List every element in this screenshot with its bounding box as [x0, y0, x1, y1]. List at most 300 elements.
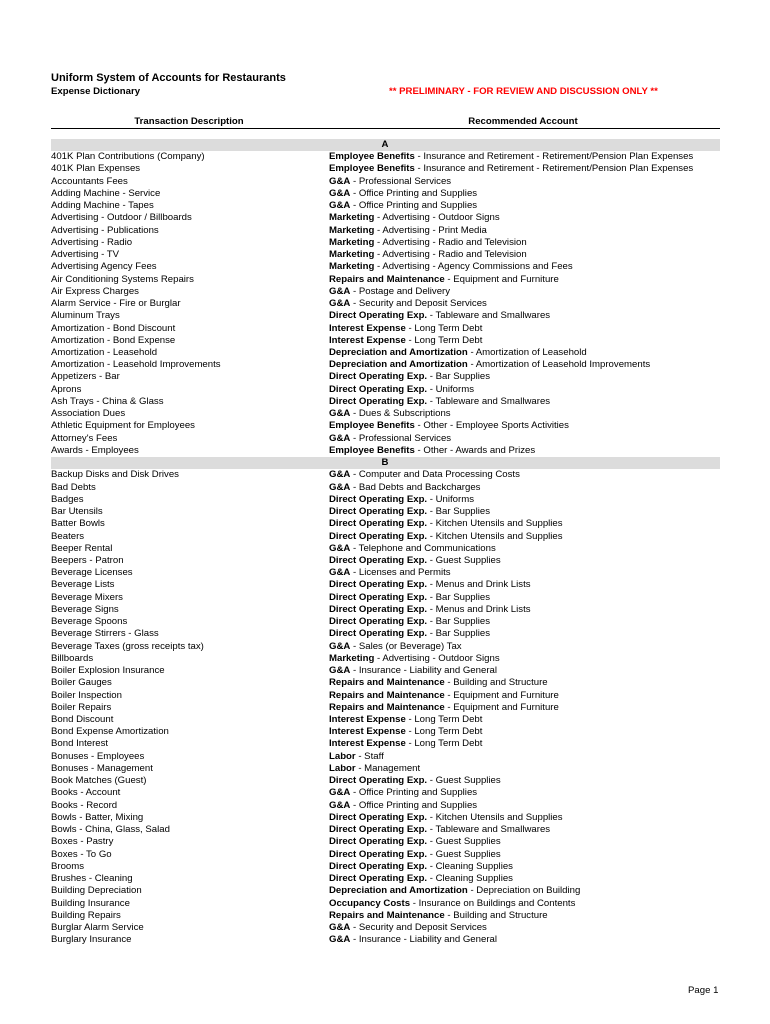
table-row [51, 849, 720, 861]
section-letter: A [381, 139, 389, 150]
recommended-account [329, 433, 720, 445]
recommended-account [329, 824, 720, 836]
table-row [51, 751, 720, 763]
recommended-account [329, 849, 720, 861]
table-row [51, 910, 720, 922]
account-category: G&A [329, 934, 351, 946]
account-subcategory: - Other - Awards and Prizes [414, 444, 536, 456]
transaction-description: Boxes - Pastry [51, 836, 114, 848]
recommended-account [329, 592, 720, 604]
account-category: Depreciation and Amortization [329, 885, 468, 897]
account-category: Direct Operating Exp. [329, 591, 428, 603]
table-row [51, 249, 720, 261]
account-subcategory: - Uniforms [427, 383, 474, 395]
recommended-account [329, 898, 720, 910]
table-row [51, 433, 720, 445]
table-row [51, 310, 720, 322]
recommended-account [329, 726, 720, 738]
document-subtitle: Expense Dictionary [51, 86, 141, 97]
account-subcategory: - Advertising - Print Media [374, 224, 487, 236]
account-subcategory: - Equipment and Furniture [444, 689, 559, 701]
table-row [51, 726, 720, 738]
recommended-account [329, 861, 720, 873]
transaction-description: Air Conditioning Systems Repairs [51, 273, 194, 285]
transaction-description: Billboards [51, 652, 94, 664]
recommended-account [329, 714, 720, 726]
account-category: Employee Benefits [329, 163, 415, 175]
table-row [51, 347, 720, 359]
account-category: Employee Benefits [329, 151, 415, 163]
account-subcategory: - Guest Supplies [427, 554, 501, 566]
recommended-account [329, 934, 720, 946]
table-row [51, 690, 720, 702]
recommended-account [329, 531, 720, 543]
table-row [51, 543, 720, 555]
account-category: Depreciation and Amortization [329, 359, 468, 371]
table-row [51, 200, 720, 212]
transaction-description: Advertising - Radio [51, 236, 133, 248]
account-subcategory: - Amortization of Leasehold [467, 346, 587, 358]
table-row [51, 237, 720, 249]
document-title: Uniform System of Accounts for Restaurants [51, 72, 286, 84]
account-category: G&A [329, 175, 351, 187]
transaction-description: Adding Machine - Service [51, 187, 161, 199]
table-row [51, 408, 720, 420]
account-subcategory: - Professional Services [350, 175, 452, 187]
account-subcategory: - Uniforms [427, 493, 474, 505]
transaction-description: Attorney's Fees [51, 432, 118, 444]
recommended-account [329, 751, 720, 763]
recommended-account [329, 176, 720, 188]
transaction-description: Alarm Service - Fire or Burglar [51, 298, 181, 310]
header-divider [51, 128, 720, 129]
table-row [51, 359, 720, 371]
recommended-account [329, 298, 720, 310]
transaction-description: Beverage Stirrers - Glass [51, 628, 159, 640]
transaction-description: Backup Disks and Disk Drives [51, 469, 179, 481]
table-row [51, 567, 720, 579]
expense-dictionary-table [51, 139, 720, 946]
account-subcategory: - Equipment and Furniture [444, 273, 559, 285]
account-category: G&A [329, 665, 351, 677]
recommended-account [329, 335, 720, 347]
transaction-description: Beverage Mixers [51, 591, 123, 603]
recommended-account [329, 641, 720, 653]
table-row [51, 469, 720, 481]
account-subcategory: - Tableware and Smallwares [427, 310, 551, 322]
table-row [51, 445, 720, 457]
account-category: Direct Operating Exp. [329, 554, 428, 566]
account-subcategory: - Computer and Data Processing Costs [350, 469, 520, 481]
account-category: G&A [329, 567, 351, 579]
recommended-account [329, 738, 720, 750]
table-row [51, 531, 720, 543]
transaction-description: Beverage Spoons [51, 616, 128, 628]
recommended-account [329, 482, 720, 494]
account-category: Direct Operating Exp. [329, 775, 428, 787]
account-subcategory: - Dues & Subscriptions [350, 408, 451, 420]
table-row [51, 714, 720, 726]
recommended-account [329, 616, 720, 628]
recommended-account [329, 812, 720, 824]
recommended-account [329, 237, 720, 249]
transaction-description: Beeper Rental [51, 542, 113, 554]
account-subcategory: - Long Term Debt [405, 322, 483, 334]
account-subcategory: - Insurance - Liability and General [350, 665, 497, 677]
account-category: Marketing [329, 261, 375, 273]
account-subcategory: - Kitchen Utensils and Supplies [427, 530, 563, 542]
page-number: Page 1 [688, 985, 719, 996]
recommended-account [329, 200, 720, 212]
account-subcategory: - Advertising - Outdoor Signs [374, 652, 500, 664]
recommended-account [329, 702, 720, 714]
table-row [51, 482, 720, 494]
table-row [51, 396, 720, 408]
account-category: Marketing [329, 236, 375, 248]
account-subcategory: - Building and Structure [444, 677, 548, 689]
account-subcategory: - Management [355, 762, 421, 774]
account-category: Direct Operating Exp. [329, 628, 428, 640]
account-subcategory: - Licenses and Permits [350, 567, 451, 579]
table-row [51, 384, 720, 396]
account-subcategory: - Office Printing and Supplies [350, 799, 478, 811]
recommended-account [329, 249, 720, 261]
recommended-account [329, 261, 720, 273]
transaction-description: Burglary Insurance [51, 934, 132, 946]
account-subcategory: - Bar Supplies [427, 616, 491, 628]
account-category: Direct Operating Exp. [329, 395, 428, 407]
account-subcategory: - Security and Deposit Services [350, 922, 487, 933]
transaction-description: Ash Trays - China & Glass [51, 395, 164, 407]
table-row [51, 555, 720, 567]
table-row [51, 151, 720, 163]
table-row [51, 286, 720, 298]
transaction-description: Bond Interest [51, 738, 109, 750]
account-category: G&A [329, 787, 351, 799]
account-category: Repairs and Maintenance [329, 909, 445, 921]
section-letter-band [51, 139, 720, 151]
account-category: Marketing [329, 212, 375, 224]
recommended-account [329, 445, 720, 457]
account-subcategory: - Building and Structure [444, 909, 548, 921]
table-row [51, 163, 720, 175]
recommended-account [329, 665, 720, 677]
recommended-account [329, 274, 720, 286]
transaction-description: Advertising - Publications [51, 224, 159, 236]
recommended-account [329, 347, 720, 359]
table-row [51, 861, 720, 873]
transaction-description: Aprons [51, 383, 82, 395]
table-row [51, 261, 720, 273]
section-letter: B [381, 457, 389, 469]
transaction-description: Amortization - Leasehold [51, 346, 158, 358]
transaction-description: Bond Discount [51, 714, 114, 726]
account-subcategory: - Long Term Debt [405, 726, 483, 738]
table-row [51, 628, 720, 640]
transaction-description: Boiler Inspection [51, 689, 122, 701]
transaction-description: Beverage Signs [51, 603, 119, 615]
recommended-account [329, 420, 720, 432]
recommended-account [329, 163, 720, 175]
transaction-description: Advertising - Outdoor / Billboards [51, 212, 192, 224]
account-category: Occupancy Costs [329, 897, 411, 909]
account-subcategory: - Insurance and Retirement - Retirement/Pension Plan Expenses [414, 151, 694, 163]
transaction-description: Badges [51, 493, 84, 505]
account-category: G&A [329, 298, 351, 310]
table-row [51, 641, 720, 653]
column-header-description: Transaction Description [134, 116, 244, 127]
transaction-description: Bar Utensils [51, 506, 103, 518]
transaction-description: Beverage Licenses [51, 567, 133, 579]
account-subcategory: - Advertising - Agency Commissions and Fees [374, 261, 573, 273]
account-subcategory: - Advertising - Radio and Television [374, 236, 527, 248]
account-category: G&A [329, 187, 351, 199]
table-row [51, 702, 720, 714]
transaction-description: Boiler Gauges [51, 677, 112, 689]
recommended-account [329, 910, 720, 922]
recommended-account [329, 800, 720, 812]
transaction-description: Amortization - Leasehold Improvements [51, 359, 221, 371]
transaction-description: Books - Account [51, 787, 121, 799]
transaction-description: Beverage Taxes (gross receipts tax) [51, 640, 204, 652]
recommended-account [329, 188, 720, 200]
account-category: Interest Expense [329, 714, 406, 726]
recommended-account [329, 555, 720, 567]
account-subcategory: - Postage and Delivery [350, 285, 451, 297]
account-category: Marketing [329, 652, 375, 664]
account-category: G&A [329, 799, 351, 811]
account-category: Direct Operating Exp. [329, 836, 428, 848]
account-category: Interest Expense [329, 334, 406, 346]
account-category: Marketing [329, 224, 375, 236]
account-subcategory: - Staff [355, 750, 384, 762]
account-subcategory: - Sales (or Beverage) Tax [350, 640, 462, 652]
account-category: Direct Operating Exp. [329, 310, 428, 322]
table-row [51, 677, 720, 689]
account-subcategory: - Bad Debts and Backcharges [350, 481, 481, 493]
account-category: Direct Operating Exp. [329, 603, 428, 615]
table-row [51, 274, 720, 286]
recommended-account [329, 787, 720, 799]
recommended-account [329, 775, 720, 787]
account-category: Interest Expense [329, 726, 406, 738]
table-row [51, 763, 720, 775]
account-subcategory: - Long Term Debt [405, 738, 483, 750]
account-category: Direct Operating Exp. [329, 824, 428, 836]
recommended-account [329, 396, 720, 408]
transaction-description: Bond Expense Amortization [51, 726, 169, 738]
transaction-description: Building Repairs [51, 909, 121, 921]
recommended-account [329, 543, 720, 555]
table-row [51, 176, 720, 188]
transaction-description: Beepers - Patron [51, 554, 124, 566]
account-category: Direct Operating Exp. [329, 616, 428, 628]
recommended-account [329, 310, 720, 322]
transaction-description: Aluminum Trays [51, 310, 120, 322]
account-subcategory: - Security and Deposit Services [350, 298, 487, 310]
transaction-description: Advertising Agency Fees [51, 261, 157, 273]
account-subcategory: - Bar Supplies [427, 371, 491, 383]
account-subcategory: - Bar Supplies [427, 628, 491, 640]
recommended-account [329, 628, 720, 640]
transaction-description: Books - Record [51, 799, 118, 811]
table-row [51, 934, 720, 946]
transaction-description: Boiler Explosion Insurance [51, 665, 165, 677]
account-category: Labor [329, 762, 356, 774]
recommended-account [329, 359, 720, 371]
table-row [51, 800, 720, 812]
table-row [51, 616, 720, 628]
table-row [51, 665, 720, 677]
table-row [51, 518, 720, 530]
account-category: G&A [329, 432, 351, 444]
account-category: G&A [329, 285, 351, 297]
account-subcategory: - Insurance - Liability and General [350, 934, 497, 946]
account-subcategory: - Bar Supplies [427, 591, 491, 603]
account-subcategory: - Cleaning Supplies [427, 873, 513, 885]
table-row [51, 873, 720, 885]
account-category: Repairs and Maintenance [329, 701, 445, 713]
table-row [51, 738, 720, 750]
recommended-account [329, 494, 720, 506]
account-category: Direct Operating Exp. [329, 860, 428, 872]
account-category: G&A [329, 922, 351, 933]
transaction-description: Brooms [51, 860, 85, 872]
recommended-account [329, 885, 720, 897]
transaction-description: Bowls - China, Glass, Salad [51, 824, 170, 836]
transaction-description: Amortization - Bond Expense [51, 334, 176, 346]
recommended-account [329, 690, 720, 702]
account-subcategory: - Insurance and Retirement - Retirement/Pension Plan Expenses [414, 163, 694, 175]
recommended-account [329, 469, 720, 481]
table-row [51, 885, 720, 897]
recommended-account [329, 212, 720, 224]
table-row [51, 212, 720, 224]
transaction-description: Building Depreciation [51, 885, 142, 897]
table-row [51, 188, 720, 200]
recommended-account [329, 225, 720, 237]
account-category: G&A [329, 408, 351, 420]
account-category: Direct Operating Exp. [329, 518, 428, 530]
recommended-account [329, 579, 720, 591]
account-category: Employee Benefits [329, 444, 415, 456]
table-row [51, 335, 720, 347]
transaction-description: Batter Bowls [51, 518, 105, 530]
account-category: Marketing [329, 249, 375, 261]
recommended-account [329, 323, 720, 335]
transaction-description: Boxes - To Go [51, 848, 112, 860]
account-subcategory: - Tableware and Smallwares [427, 395, 551, 407]
transaction-description: Beaters [51, 530, 85, 542]
recommended-account [329, 384, 720, 396]
recommended-account [329, 604, 720, 616]
account-category: Direct Operating Exp. [329, 383, 428, 395]
transaction-description: Bonuses - Management [51, 762, 153, 774]
account-subcategory: - Amortization of Leasehold Improvements [467, 359, 651, 371]
account-subcategory: - Menus and Drink Lists [427, 579, 531, 591]
preliminary-notice: ** PRELIMINARY - FOR REVIEW AND DISCUSSION ONLY ** [389, 86, 658, 97]
account-subcategory: - Depreciation on Building [467, 885, 581, 897]
account-subcategory: - Office Printing and Supplies [350, 787, 478, 799]
account-subcategory: - Kitchen Utensils and Supplies [427, 811, 563, 823]
transaction-description: Athletic Equipment for Employees [51, 420, 195, 432]
transaction-description: Association Dues [51, 408, 126, 420]
recommended-account [329, 408, 720, 420]
account-category: Depreciation and Amortization [329, 346, 468, 358]
transaction-description: Adding Machine - Tapes [51, 200, 154, 212]
account-subcategory: - Office Printing and Supplies [350, 200, 478, 212]
account-category: Labor [329, 750, 356, 762]
account-subcategory: - Insurance on Buildings and Contents [410, 897, 576, 909]
table-row [51, 420, 720, 432]
transaction-description: 401K Plan Expenses [51, 163, 141, 175]
transaction-description: Boiler Repairs [51, 701, 112, 713]
table-row [51, 579, 720, 591]
recommended-account [329, 567, 720, 579]
account-category: G&A [329, 200, 351, 212]
account-category: Direct Operating Exp. [329, 493, 428, 505]
account-category: Direct Operating Exp. [329, 873, 428, 885]
section-letter-band [51, 457, 720, 469]
table-row [51, 371, 720, 383]
transaction-description: Bonuses - Employees [51, 750, 145, 762]
transaction-description: Brushes - Cleaning [51, 873, 133, 885]
account-subcategory: - Long Term Debt [405, 334, 483, 346]
transaction-description: Amortization - Bond Discount [51, 322, 176, 334]
table-row [51, 812, 720, 824]
account-category: Direct Operating Exp. [329, 811, 428, 823]
account-subcategory: - Guest Supplies [427, 836, 501, 848]
transaction-description: Burglar Alarm Service [51, 922, 144, 933]
account-subcategory: - Equipment and Furniture [444, 701, 559, 713]
table-row [51, 836, 720, 848]
account-category: Direct Operating Exp. [329, 371, 428, 383]
account-category: Interest Expense [329, 322, 406, 334]
recommended-account [329, 873, 720, 885]
account-category: Repairs and Maintenance [329, 689, 445, 701]
column-header-account: Recommended Account [468, 116, 578, 127]
table-row [51, 298, 720, 310]
recommended-account [329, 653, 720, 665]
transaction-description: Awards - Employees [51, 444, 139, 456]
account-subcategory: - Tableware and Smallwares [427, 824, 551, 836]
account-category: Direct Operating Exp. [329, 579, 428, 591]
account-subcategory: - Other - Employee Sports Activities [414, 420, 569, 432]
transaction-description: Bad Debts [51, 481, 96, 493]
account-category: Repairs and Maintenance [329, 273, 445, 285]
account-subcategory: - Long Term Debt [405, 714, 483, 726]
table-row [51, 653, 720, 665]
account-category: G&A [329, 640, 351, 652]
table-row [51, 506, 720, 518]
account-category: Direct Operating Exp. [329, 530, 428, 542]
account-subcategory: - Kitchen Utensils and Supplies [427, 518, 563, 530]
account-subcategory: - Office Printing and Supplies [350, 187, 478, 199]
table-row [51, 787, 720, 799]
recommended-account [329, 763, 720, 775]
account-category: Employee Benefits [329, 420, 415, 432]
recommended-account [329, 151, 720, 163]
recommended-account [329, 518, 720, 530]
recommended-account [329, 677, 720, 689]
transaction-description: Accountants Fees [51, 175, 128, 187]
account-category: G&A [329, 469, 351, 481]
table-row [51, 323, 720, 335]
recommended-account [329, 836, 720, 848]
table-row [51, 494, 720, 506]
transaction-description: Bowls - Batter, Mixing [51, 811, 144, 823]
transaction-description: Book Matches (Guest) [51, 775, 147, 787]
